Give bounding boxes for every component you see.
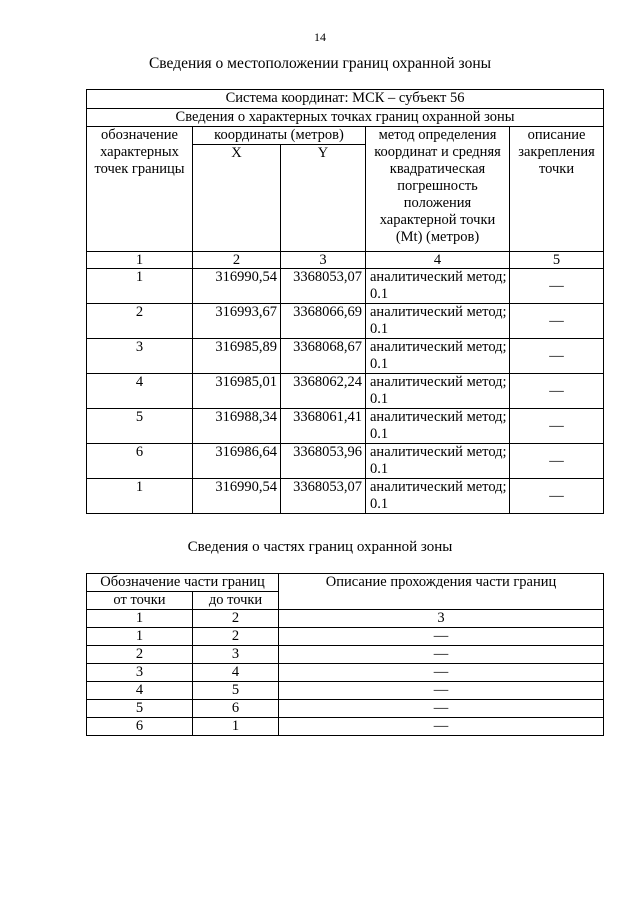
- point-number: 6: [87, 444, 193, 479]
- column-number: 3: [279, 610, 604, 628]
- to-point: 3: [193, 646, 279, 664]
- table-row: [87, 646, 604, 664]
- column-number: 2: [193, 252, 281, 269]
- column-number: 5: [510, 252, 604, 269]
- table-row: [87, 269, 604, 304]
- to-point: 5: [193, 682, 279, 700]
- coordinate-x: 316990,54: [193, 479, 281, 514]
- from-point: 1: [87, 628, 193, 646]
- to-point: 6: [193, 700, 279, 718]
- to-point: 4: [193, 664, 279, 682]
- header-y: Y: [281, 145, 366, 252]
- header-point: обозначение характерных точек границы: [87, 127, 193, 252]
- point-number: 1: [87, 269, 193, 304]
- to-point: 1: [193, 718, 279, 736]
- header-to: до точки: [193, 592, 279, 610]
- method-cell: аналитический метод; 0.1: [366, 374, 510, 409]
- boundary-points-table: [86, 89, 604, 514]
- part-description: —: [279, 664, 604, 682]
- header-part: Обозначение части границ: [87, 574, 279, 592]
- coordinate-x: 316988,34: [193, 409, 281, 444]
- part-description: —: [279, 646, 604, 664]
- point-number: 4: [87, 374, 193, 409]
- table-row: [87, 339, 604, 374]
- method-cell: аналитический метод; 0.1: [366, 304, 510, 339]
- method-cell: аналитический метод; 0.1: [366, 444, 510, 479]
- table-row: [87, 374, 604, 409]
- points-body: [87, 269, 604, 514]
- section-title: Сведения о частях границ охранной зоны: [187, 539, 453, 555]
- from-point: 5: [87, 700, 193, 718]
- boundary-parts-table: [86, 573, 604, 736]
- table-row: [87, 628, 604, 646]
- column-number: 4: [366, 252, 510, 269]
- from-point: 6: [87, 718, 193, 736]
- point-number: 2: [87, 304, 193, 339]
- table-subtitle: Сведения о характерных точках границ охранной зоны: [87, 109, 604, 127]
- description-cell: —: [510, 304, 604, 339]
- coordinate-system: Система координат: МСК – субъект 56: [87, 90, 604, 109]
- header-coordinates: координаты (метров): [193, 127, 366, 145]
- from-point: 2: [87, 646, 193, 664]
- coordinate-x: 316985,89: [193, 339, 281, 374]
- from-point: 4: [87, 682, 193, 700]
- point-number: 1: [87, 479, 193, 514]
- method-cell: аналитический метод; 0.1: [366, 339, 510, 374]
- coordinate-y: 3368066,69: [281, 304, 366, 339]
- description-cell: —: [510, 409, 604, 444]
- to-point: 2: [193, 628, 279, 646]
- method-cell: аналитический метод; 0.1: [366, 269, 510, 304]
- header-x: X: [193, 145, 281, 252]
- coordinate-x: 316986,64: [193, 444, 281, 479]
- coordinate-y: 3368062,24: [281, 374, 366, 409]
- table-row: [87, 304, 604, 339]
- coordinate-x: 316990,54: [193, 269, 281, 304]
- point-number: 5: [87, 409, 193, 444]
- method-cell: аналитический метод; 0.1: [366, 409, 510, 444]
- table-row: [87, 700, 604, 718]
- table-row: [87, 409, 604, 444]
- table-row: [87, 718, 604, 736]
- table-row: [87, 479, 604, 514]
- column-numbers-row: [87, 252, 604, 269]
- part-description: —: [279, 628, 604, 646]
- part-description: —: [279, 700, 604, 718]
- header-from: от точки: [87, 592, 193, 610]
- description-cell: —: [510, 269, 604, 304]
- from-point: 3: [87, 664, 193, 682]
- method-cell: аналитический метод; 0.1: [366, 479, 510, 514]
- description-cell: —: [510, 339, 604, 374]
- table-row: [87, 444, 604, 479]
- description-cell: —: [510, 444, 604, 479]
- point-number: 3: [87, 339, 193, 374]
- description-cell: —: [510, 374, 604, 409]
- coordinate-y: 3368061,41: [281, 409, 366, 444]
- part-description: —: [279, 682, 604, 700]
- header-part-description: Описание прохождения части границ: [279, 574, 604, 610]
- header-method: метод определения координат и средняя квадратическая погрешность положения характерной точки (Mt) (метров): [366, 127, 510, 252]
- header-description: описание закрепления точки: [510, 127, 604, 252]
- description-cell: —: [510, 479, 604, 514]
- table-row: [87, 682, 604, 700]
- page-title: Сведения о местоположении границ охранной зоны: [148, 55, 492, 72]
- column-number: 1: [87, 610, 193, 628]
- column-numbers-row: [87, 610, 604, 628]
- coordinate-x: 316985,01: [193, 374, 281, 409]
- column-number: 1: [87, 252, 193, 269]
- page-number: 14: [314, 30, 326, 44]
- coordinate-y: 3368053,96: [281, 444, 366, 479]
- table-row: [87, 664, 604, 682]
- part-description: —: [279, 718, 604, 736]
- column-number: 2: [193, 610, 279, 628]
- coordinate-x: 316993,67: [193, 304, 281, 339]
- coordinate-y: 3368068,67: [281, 339, 366, 374]
- column-number: 3: [281, 252, 366, 269]
- parts-body: [87, 628, 604, 736]
- coordinate-y: 3368053,07: [281, 479, 366, 514]
- coordinate-y: 3368053,07: [281, 269, 366, 304]
